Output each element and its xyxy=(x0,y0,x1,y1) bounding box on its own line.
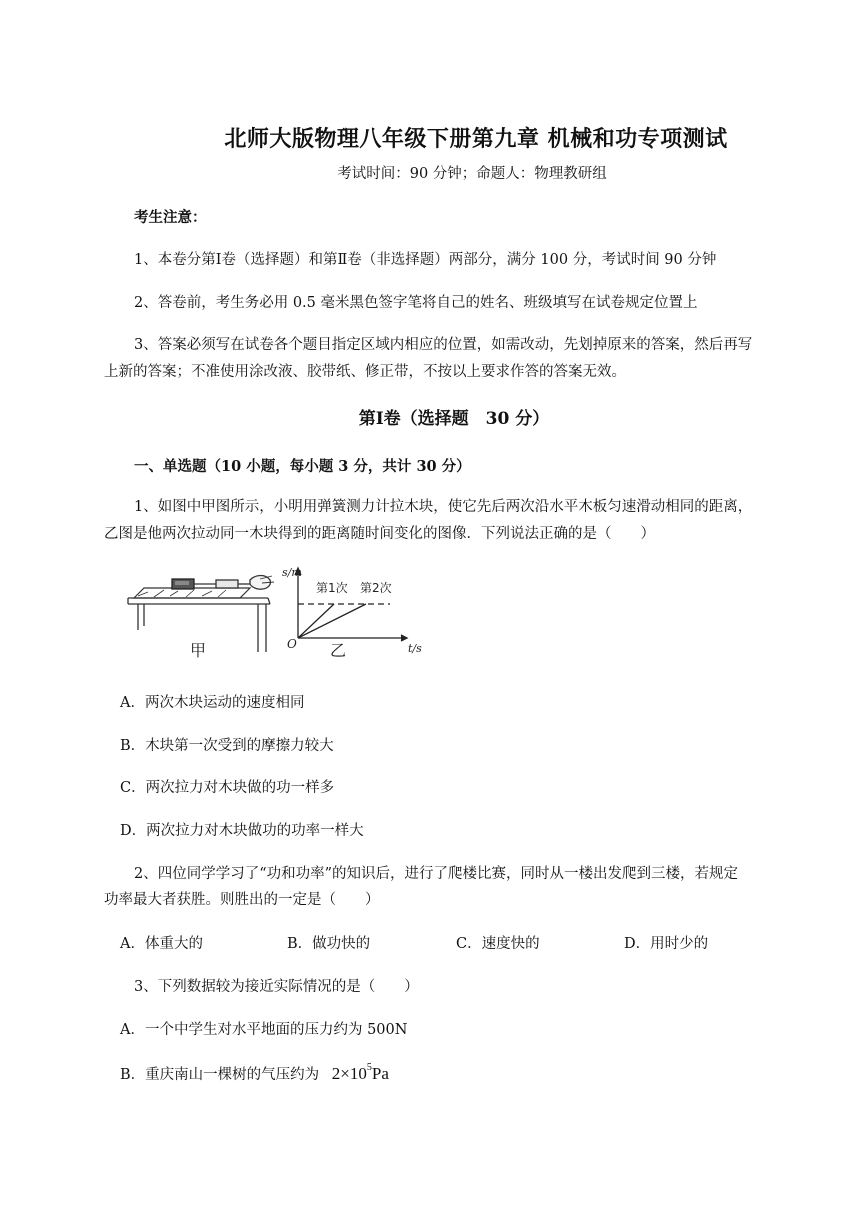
q2-stem-line1: 2、四位同学学习了“功和功率”的知识后，进行了爬楼比赛，同时从一楼出发爬到三楼，若规定 xyxy=(134,866,739,882)
q2-option-c[interactable]: C．速度快的 xyxy=(456,936,540,952)
series-line-2 xyxy=(298,604,366,638)
q3-option-a[interactable]: A．一个中学生对水平地面的压力约为 500N xyxy=(120,1022,408,1038)
notice-item-3-cont: 上新的答案；不准使用涂改液、胶带纸、修正带，不按以上要求作答的答案无效。 xyxy=(104,364,626,380)
q3-option-b-formula xyxy=(332,1064,389,1083)
page-title: 北师大版物理八年级下册第九章 机械和功专项测试 xyxy=(224,126,728,152)
notice-heading: 考生注意： xyxy=(134,209,207,226)
formula-base: 2×10 xyxy=(331,1064,367,1083)
q1-option-c[interactable]: C．两次拉力对木块做的功一样多 xyxy=(120,780,335,796)
q1-option-d[interactable]: D．两次拉力对木块做功的功率一样大 xyxy=(120,823,364,839)
y-axis-label: s/m xyxy=(282,566,302,579)
q3-option-b[interactable] xyxy=(120,1062,389,1084)
q2-option-d[interactable]: D．用时少的 xyxy=(624,936,709,952)
q1-stem-line1: 1、如图中甲图所示，小明用弹簧测力计拉木块，使它先后两次沿水平木板匀速滑动相同的距离， xyxy=(134,499,753,515)
q1-option-a[interactable]: A．两次木块运动的速度相同 xyxy=(120,695,305,711)
exam-subtitle: 考试时间：90 分钟；命题人：物理教研组 xyxy=(337,166,607,182)
q2-option-a[interactable]: A．体重大的 xyxy=(120,936,203,952)
q2-option-b[interactable]: B．做功快的 xyxy=(287,936,371,952)
q1-option-b[interactable]: B．木块第一次受到的摩擦力较大 xyxy=(120,738,334,754)
section-title: 第Ⅰ卷（选择题 30 分） xyxy=(358,409,550,429)
q2-stem-line2: 功率最大者获胜。则胜出的一定是（ ） xyxy=(104,892,380,908)
q1-stem-line2: 乙图是他两次拉动同一木块得到的距离随时间变化的图像．下列说法正确的是（ ） xyxy=(104,526,655,542)
series-line-1 xyxy=(298,604,334,638)
figure-label-jia: 甲 xyxy=(190,641,207,660)
formula-unit: Pa xyxy=(371,1064,389,1083)
figure-label-yi: 乙 xyxy=(330,641,347,660)
x-axis-label: t/s xyxy=(408,642,422,655)
q1-figure xyxy=(120,560,420,660)
distance-time-graph xyxy=(295,568,407,641)
q3-option-b-text: B．重庆南山一棵树的气压约为 xyxy=(120,1067,320,1083)
notice-item-1: 1、本卷分第Ⅰ卷（选择题）和第Ⅱ卷（非选择题）两部分，满分 100 分，考试时间 90 分钟 xyxy=(134,252,717,268)
series-2-label: 第2次 xyxy=(360,581,392,595)
notice-item-3: 3、答案必须写在试卷各个题目指定区域内相应的位置，如需改动，先划掉原来的答案，然后再写 xyxy=(134,337,753,353)
q3-stem: 3、下列数据较为接近实际情况的是（ ） xyxy=(134,979,419,995)
origin-label: O xyxy=(287,637,297,651)
series-1-label: 第1次 xyxy=(316,581,348,595)
notice-item-2: 2、答卷前，考生务必用 0.5 毫米黑色签字笔将自己的姓名、班级填写在试卷规定位置上 xyxy=(134,295,698,311)
part-heading: 一、单选题（10 小题，每小题 3 分，共计 30 分） xyxy=(134,458,471,475)
formula-exponent: 5 xyxy=(366,1062,372,1073)
